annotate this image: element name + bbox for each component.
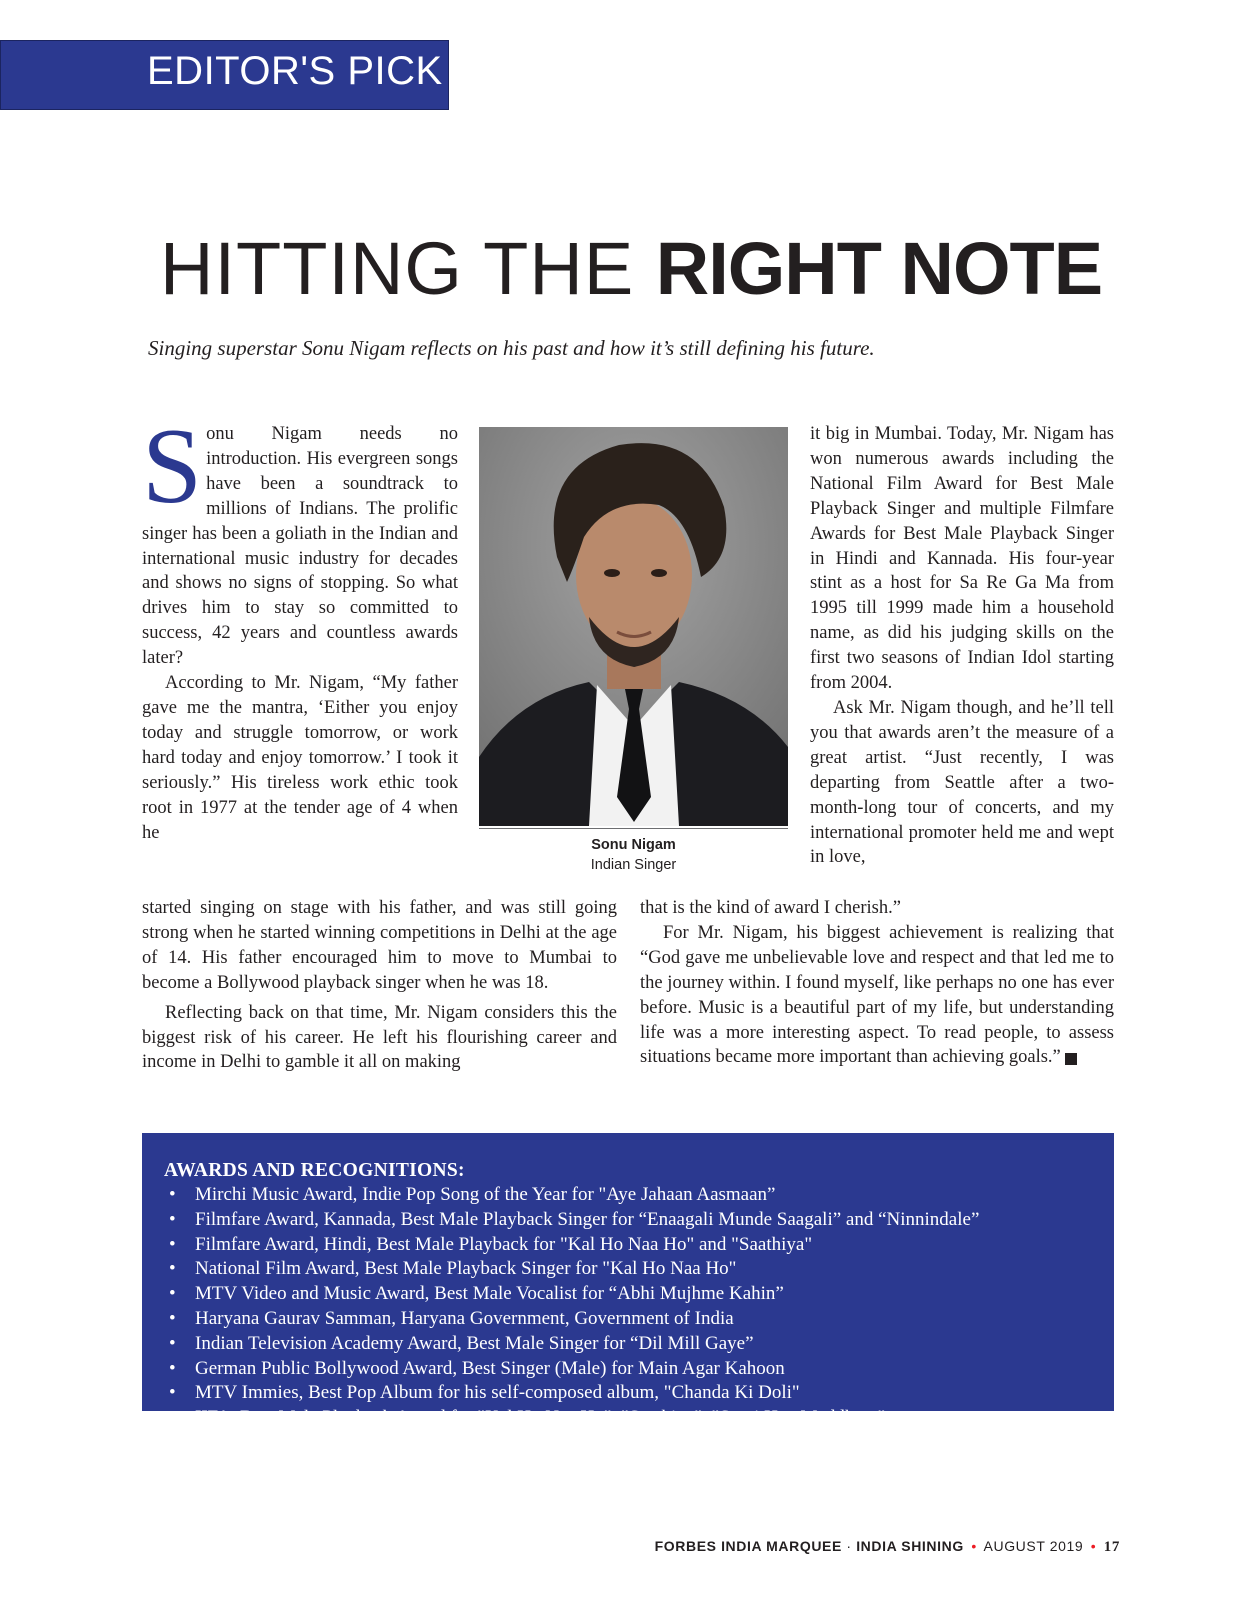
award-text: Filmfare Award, Kannada, Best Male Playback Singer for “Enaagali Munde Saagali” and “Ninnindale” <box>195 1208 980 1230</box>
bullet-icon: • <box>169 1283 176 1305</box>
bullet-icon: • <box>169 1407 176 1429</box>
awards-box <box>142 1133 1114 1429</box>
bullet-icon: • <box>169 1307 176 1329</box>
award-item <box>164 1381 1094 1406</box>
footer-publication: FORBES INDIA MARQUEE <box>654 1538 842 1554</box>
article-paragraph: started singing on stage with his father, and was still going strong when he started winning competitions in Delhi at the age of 14. His father encouraged him to move to Mumbai to become a Bollywood playback singer when he was 18. <box>142 898 617 993</box>
portrait-photo <box>479 427 788 826</box>
award-item <box>164 1357 1094 1382</box>
bullet-icon: • <box>169 1208 176 1230</box>
awards-heading: AWARDS AND RECOGNITIONS: <box>164 1160 465 1181</box>
award-item <box>164 1183 1094 1208</box>
award-item <box>164 1332 1094 1357</box>
article-paragraph: it big in Mumbai. Today, Mr. Nigam has won numerous awards including the National Film Award for Best Male Playback Singer and multiple Filmfare Awards for Best Male Playback Singer in Hindi and Kannada. His four-year stint as a host for Sa Re Ga Ma from 1995 till 1999 made him a household name, as did his judging skills on the first two seasons of Indian Idol starting from 2004. <box>810 424 1114 694</box>
award-text: IIFA, Best Male Playback Award for "Kal Ho Naa Ho", "Saathiya", "Suraj Hua Maddham" <box>195 1407 886 1429</box>
headline <box>160 224 1120 314</box>
drop-cap: S <box>142 407 203 526</box>
award-text: National Film Award, Best Male Playback Singer for "Kal Ho Naa Ho" <box>195 1258 737 1280</box>
bullet-icon: • <box>169 1258 176 1280</box>
portrait-illustration <box>479 427 788 826</box>
award-item <box>164 1307 1094 1332</box>
awards-list <box>164 1183 1094 1431</box>
award-item <box>164 1406 1094 1431</box>
article-paragraph <box>142 407 458 671</box>
bullet-icon: • <box>169 1233 176 1255</box>
award-item <box>164 1233 1094 1258</box>
award-text: Mirchi Music Award, Indie Pop Song of the Year for "Aye Jahaan Aasmaan” <box>195 1184 776 1205</box>
bullet-icon: • <box>169 1184 176 1205</box>
article-column-3 <box>810 422 1114 870</box>
footer-date: AUGUST 2019 <box>983 1538 1084 1554</box>
page-footer <box>655 1538 1120 1556</box>
photo-caption-name: Sonu Nigam <box>591 837 676 853</box>
award-text: German Public Bollywood Award, Best Singer (Male) for Main Agar Kahoon <box>195 1357 785 1379</box>
photo-caption-role: Indian Singer <box>590 857 677 873</box>
article-deck: Singing superstar Sonu Nigam reflects on his past and how it’s still defining his future. <box>148 336 875 360</box>
award-text: MTV Video and Music Award, Best Male Vocalist for “Abhi Mujhme Kahin” <box>195 1283 784 1305</box>
article-paragraph: Ask Mr. Nigam though, and he’ll tell you that awards aren’t the measure of a great artist. “Just recently, I was departing from Seattle after a two-month-long tour of concerts, and my international promoter held me and wept in love, <box>810 697 1114 868</box>
page-number: 17 <box>1103 1539 1120 1555</box>
footer-issue-name: INDIA SHINING <box>856 1538 964 1554</box>
article-paragraph: that is the kind of award I cherish.” <box>640 898 901 918</box>
award-text: Filmfare Award, Hindi, Best Male Playback for "Kal Ho Naa Ho" and "Saathiya" <box>195 1233 813 1255</box>
forbes-end-mark-icon: F <box>1065 1053 1077 1065</box>
article-column-1 <box>142 407 458 845</box>
article-paragraph <box>640 921 1114 1070</box>
article-paragraph: Reflecting back on that time, Mr. Nigam considers this the biggest risk of his career. He left his flourishing career and income in Delhi to gamble it all on making <box>142 1002 617 1073</box>
bullet-icon: • <box>169 1382 176 1404</box>
section-tag-label: EDITOR'S PICK <box>147 49 443 93</box>
award-text: MTV Immies, Best Pop Album for his self-composed album, "Chanda Ki Doli" <box>195 1382 800 1404</box>
award-item <box>164 1208 1094 1233</box>
article-paragraph: According to Mr. Nigam, “My father gave me the mantra, ‘Either you enjoy today and struggle tomorrow, or work hard today and enjoy tomorrow.’ I took it seriously.” His tireless work ethic took root in 1977 at the tender age of 4 when he <box>142 673 458 843</box>
paragraph-text: For Mr. Nigam, his biggest achievement is realizing that “God gave me unbelievable love and respect and that led me to the journey within. I found myself, like perhaps no one has ever before. Music is a beautiful part of my life, but understanding life was a more interesting aspect. To read people, to assess situations became more important than achieving goals.” <box>640 922 1114 1068</box>
article-column-3-continued <box>640 896 1114 1070</box>
award-item <box>164 1257 1094 1282</box>
award-text: Indian Television Academy Award, Best Male Singer for “Dil Mill Gaye” <box>195 1332 754 1354</box>
bullet-icon: • <box>169 1332 176 1354</box>
award-text: Haryana Gaurav Samman, Haryana Government, Government of India <box>195 1307 734 1329</box>
bullet-icon: • <box>169 1357 176 1379</box>
headline-light: HITTING THE <box>160 227 656 310</box>
award-item <box>164 1282 1094 1307</box>
footer-dot: · <box>846 1538 852 1554</box>
caption-divider <box>479 828 788 829</box>
headline-bold: RIGHT NOTE <box>655 227 1103 310</box>
footer-separator: • <box>1090 1538 1097 1554</box>
section-tag <box>0 40 449 110</box>
article-column-1-continued <box>142 896 617 1075</box>
footer-separator: • <box>971 1538 977 1554</box>
paragraph-text: onu Nigam needs no introduction. His evergreen songs have been a soundtrack to millions of Indians. The prolific singer has been a goliath in the Indian and international music industry for decades and shows no signs of stopping. So what drives him to stay so committed to success, 42 years and countless awards later? <box>142 424 458 669</box>
